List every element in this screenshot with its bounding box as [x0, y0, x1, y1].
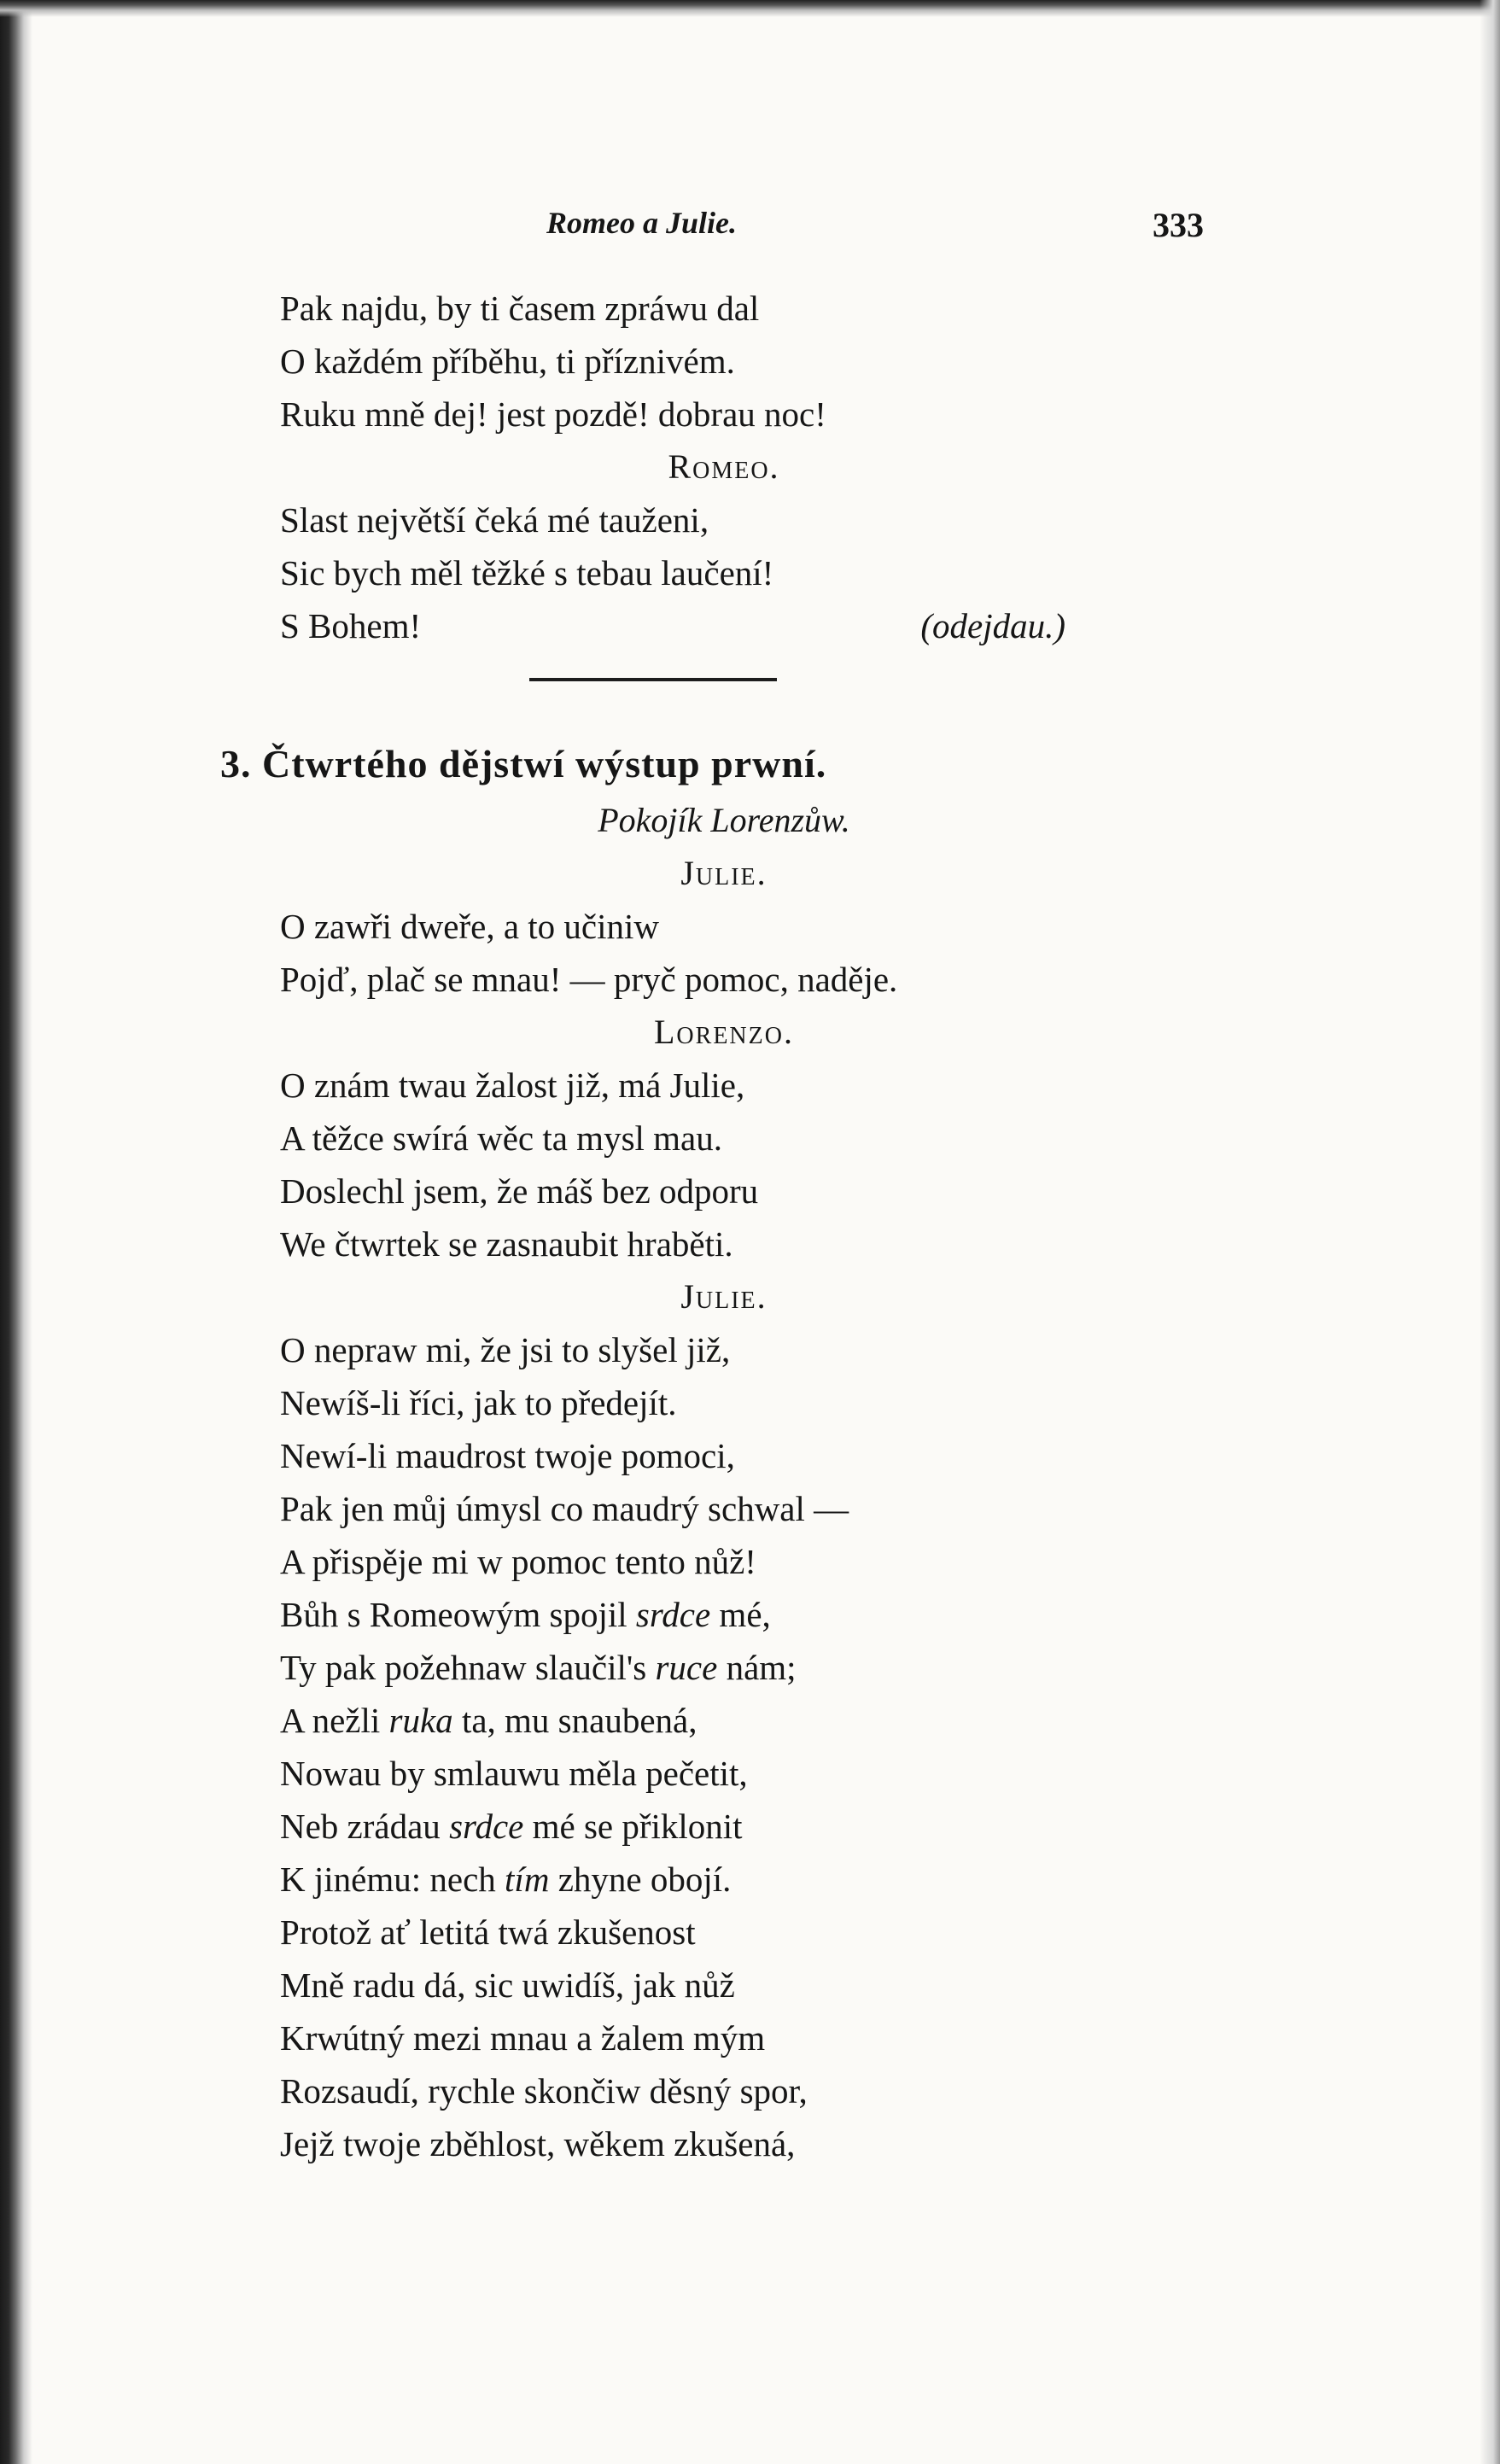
verse-text: Ty pak požehnaw slaučil's	[280, 1648, 656, 1687]
emphasized-word: tím	[505, 1860, 550, 1899]
verse-line: Pak najdu, by ti časem zpráwu dal	[280, 289, 760, 328]
emphasized-word: srdce	[635, 1595, 711, 1634]
verse-line: Pak jen můj úmysl co maudrý schwal —	[280, 1489, 849, 1528]
scene-heading: 3. Čtwrtého dějstwí wýstup prwní.	[220, 742, 827, 785]
verse-text: mé se přiklonit	[523, 1807, 743, 1846]
verse-line: Ruku mně dej! jest pozdě! dobrau noc!	[280, 394, 826, 434]
verse-text: zhyne obojí.	[549, 1860, 732, 1899]
page-header	[282, 205, 1204, 256]
verse-line: Doslechl jsem, že máš bez odporu	[280, 1171, 759, 1211]
stage-direction: (odejdau.)	[920, 606, 1065, 645]
verse-text: mé,	[710, 1595, 771, 1634]
verse-line	[280, 1588, 1168, 1641]
verse-line: A přispěje mi w pomoc tento nůž!	[280, 1542, 756, 1581]
verse-line: Protož ať letitá twá zkušenost	[280, 1912, 696, 1952]
verse-text: Neb zrádau	[280, 1807, 450, 1846]
verse-line: O každém příběhu, ti příznivém.	[280, 342, 735, 381]
scene-setting: Pokojík Lorenzůw.	[598, 801, 850, 839]
verse-text: ta, mu snaubená,	[452, 1701, 697, 1740]
verse-line: Sic bych měl těžké s tebau laučení!	[280, 553, 774, 593]
verse-line: Mně radu dá, sic uwidíš, jak nůž	[280, 1965, 735, 2005]
page-number: 333	[1153, 206, 1204, 244]
emphasized-word: ruka	[388, 1701, 453, 1740]
verse-line: O nepraw mi, že jsi to slyšel již,	[280, 1330, 731, 1369]
speaker-julie: Julie.	[680, 1277, 768, 1316]
speaker-lorenzo: Lorenzo.	[654, 1013, 794, 1051]
page-right-edge	[1480, 0, 1500, 2464]
verse-line	[280, 1694, 1168, 1747]
speaker-julie: Julie.	[680, 854, 768, 892]
play-text	[220, 282, 1168, 2170]
verse-text: K jinému: nech	[280, 1860, 505, 1899]
verse-text: Bůh s Romeowým spojil	[280, 1595, 636, 1634]
verse-line: Jejž twoje zběhlost, wěkem zkušená,	[280, 2124, 796, 2163]
verse-line	[280, 1853, 1168, 1906]
verse-line: O zawři dweře, a to učiniw	[280, 907, 659, 946]
speaker-romeo: Romeo.	[668, 447, 780, 486]
verse-line	[280, 1641, 1168, 1694]
section-divider	[529, 678, 777, 681]
page-binding-shadow	[0, 0, 32, 2464]
verse-line: We čtwrtek se zasnaubit hraběti.	[280, 1224, 733, 1264]
emphasized-word: ruce	[655, 1648, 718, 1687]
verse-line: O znám twau žalost již, má Julie,	[280, 1066, 745, 1105]
verse-line: Newí-li maudrost twoje pomoci,	[280, 1436, 735, 1475]
verse-line-with-stage-direction	[280, 599, 1168, 652]
running-title: Romeo a Julie.	[546, 206, 737, 240]
verse-line: Newíš-li říci, jak to předejít.	[280, 1383, 677, 1422]
verse-text: nám;	[717, 1648, 797, 1687]
verse-text: S Bohem!	[280, 606, 422, 645]
emphasized-word: srdce	[449, 1807, 524, 1846]
page-top-shadow	[0, 0, 1500, 17]
verse-line: Slast největší čeká mé tauženi,	[280, 500, 709, 540]
verse-line: A těžce swírá wěc ta mysl mau.	[280, 1118, 723, 1158]
verse-line: Nowau by smlauwu měla pečetit,	[280, 1754, 748, 1793]
verse-line: Krwútný mezi mnau a žalem mým	[280, 2018, 766, 2058]
verse-line: Pojď, plač se mnau! — pryč pomoc, naděje.	[280, 960, 898, 999]
verse-line	[280, 1800, 1168, 1853]
verse-text: A nežli	[280, 1701, 389, 1740]
verse-line: Rozsaudí, rychle skončiw děsný spor,	[280, 2071, 808, 2111]
